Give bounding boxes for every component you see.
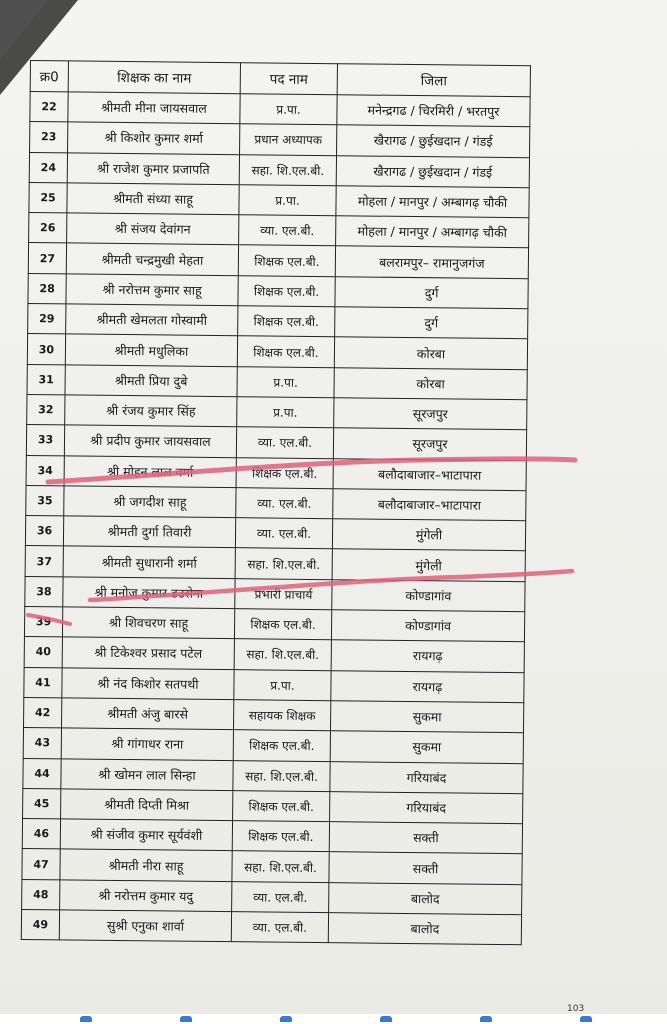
serial-cell: 42 xyxy=(24,697,62,728)
teacher-name-cell: श्रीमती दुर्गा तिवारी xyxy=(63,516,235,548)
serial-cell: 23 xyxy=(30,122,68,153)
serial-cell: 27 xyxy=(28,243,66,274)
header-post: पद नाम xyxy=(240,63,337,95)
district-cell: कोरबा xyxy=(334,367,527,399)
serial-cell: 24 xyxy=(29,152,67,183)
header-teacher-name: शिक्षक का नाम xyxy=(68,61,240,94)
serial-cell: 48 xyxy=(22,879,60,910)
post-cell: व्या. एल.बी. xyxy=(239,215,336,246)
serial-cell: 25 xyxy=(29,182,67,213)
serial-cell: 28 xyxy=(28,273,66,304)
post-cell: प्र.पा. xyxy=(239,185,336,216)
district-cell: गरियाबंद xyxy=(330,792,523,824)
district-cell: सूरजपुर xyxy=(333,428,526,460)
serial-cell: 33 xyxy=(26,425,64,456)
post-cell: प्रभारी प्राचार्य xyxy=(235,578,332,609)
post-cell: प्र.पा. xyxy=(240,94,337,125)
serial-cell: 46 xyxy=(22,819,60,850)
serial-cell: 29 xyxy=(28,304,66,335)
post-cell: प्र.पा. xyxy=(234,669,331,700)
post-cell: शिक्षक एल.बी. xyxy=(237,336,334,367)
district-cell: कोरबा xyxy=(334,337,527,369)
post-cell: सहा. शि.एल.बी. xyxy=(233,760,330,791)
post-cell: सहा. शि.एल.बी. xyxy=(235,548,332,579)
teacher-name-cell: श्रीमती मीना जायसवाल xyxy=(68,92,240,124)
teacher-name-cell: श्रीमती खेमलता गोस्वामी xyxy=(66,304,238,336)
serial-cell: 41 xyxy=(24,667,62,698)
serial-cell: 43 xyxy=(23,728,61,759)
teacher-name-cell: सुश्री एनुका शार्वा xyxy=(59,910,231,942)
serial-cell: 34 xyxy=(26,455,64,486)
serial-cell: 22 xyxy=(30,92,68,123)
post-cell: व्या. एल.बी. xyxy=(236,427,333,458)
serial-cell: 30 xyxy=(27,334,65,365)
district-cell: मोहला / मानपुर / अम्बागढ़ चौकी xyxy=(336,216,529,248)
teacher-name-cell: श्रीमती सुधारानी शर्मा xyxy=(63,546,235,578)
header-district: जिला xyxy=(337,64,530,97)
teacher-name-cell: श्री संजय देवांगन xyxy=(67,213,239,245)
teacher-name-cell: श्री खोमन लाल सिन्हा xyxy=(61,758,233,790)
bottom-strip xyxy=(0,1014,667,1024)
district-cell: गरियाबंद xyxy=(330,761,523,793)
teacher-name-cell: श्रीमती प्रिया दुबे xyxy=(65,365,237,397)
bottom-decor-mark xyxy=(380,1016,392,1022)
post-cell: सहा. शि.एल.बी. xyxy=(239,154,336,185)
district-cell: मनेन्द्रगढ / चिरमिरी / भरतपुर xyxy=(337,95,530,127)
teacher-name-cell: श्रीमती मधुलिका xyxy=(65,334,237,366)
district-cell: दुर्ग xyxy=(335,276,528,308)
bottom-decor-mark xyxy=(580,1016,592,1022)
district-cell: सक्ती xyxy=(329,852,522,884)
serial-cell: 38 xyxy=(25,576,63,607)
post-cell: प्र.पा. xyxy=(237,397,334,428)
post-cell: व्या. एल.बी. xyxy=(232,881,329,912)
teacher-name-cell: श्री टिकेश्वर प्रसाद पटेल xyxy=(62,637,234,669)
post-cell: शिक्षक एल.बी. xyxy=(233,790,330,821)
serial-cell: 49 xyxy=(21,909,59,940)
serial-cell: 44 xyxy=(23,758,61,789)
post-cell: प्रधान अध्यापक xyxy=(240,124,337,155)
district-cell: सूरजपुर xyxy=(334,398,527,430)
teacher-name-cell: श्रीमती दिप्ती मिश्रा xyxy=(61,789,233,821)
teacher-name-cell: श्रीमती अंजु बारसे xyxy=(62,698,234,730)
serial-cell: 36 xyxy=(25,516,63,547)
post-cell: शिक्षक एल.बी. xyxy=(233,730,330,761)
bottom-decor-mark xyxy=(180,1016,192,1022)
post-cell: शिक्षक एल.बी. xyxy=(238,275,335,306)
bottom-decor-mark xyxy=(280,1016,292,1022)
post-cell: प्र.पा. xyxy=(237,366,334,397)
district-cell: रायगढ़ xyxy=(331,670,524,702)
teacher-name-cell: श्रीमती नीरा साहू xyxy=(60,849,232,881)
serial-cell: 39 xyxy=(24,607,62,638)
post-cell: शिक्षक एल.बी. xyxy=(234,609,331,640)
bottom-decor-mark xyxy=(480,1016,492,1022)
district-cell: सुकमा xyxy=(330,701,523,733)
teacher-name-cell: श्री राजेश कुमार प्रजापति xyxy=(67,152,239,184)
district-cell: मुंगेली xyxy=(332,519,525,551)
teacher-name-cell: श्री गांगाधर राना xyxy=(61,728,233,760)
district-cell: मोहला / मानपुर / अम्बागढ़ चौकी xyxy=(336,186,529,218)
post-cell: व्या. एल.बी. xyxy=(236,488,333,519)
district-cell: बालोद xyxy=(328,913,521,945)
district-cell: कोण्डागांव xyxy=(331,610,524,642)
district-cell: दुर्ग xyxy=(335,307,528,339)
page-corner-shadow-inner xyxy=(0,0,48,60)
teacher-name-cell: श्रीमती संध्या साहू xyxy=(67,183,239,215)
teacher-name-cell: श्री प्रदीप कुमार जायसवाल xyxy=(64,425,236,457)
district-cell: सुकमा xyxy=(330,731,523,763)
teacher-name-cell: श्री संजीव कुमार सूर्यवंशी xyxy=(60,819,232,851)
teacher-name-cell: श्री रंजय कुमार सिंह xyxy=(65,395,237,427)
district-cell: खैरागढ / छुईखदान / गंडई xyxy=(336,155,529,187)
page-number: 103 xyxy=(567,1004,585,1014)
district-cell: कोण्डागांव xyxy=(332,579,525,611)
teacher-name-cell: श्री नरोत्तम कुमार साहू xyxy=(66,274,238,306)
post-cell: व्या. एल.बी. xyxy=(231,912,328,943)
post-cell: व्या. एल.बी. xyxy=(235,518,332,549)
district-cell: बालोद xyxy=(329,882,522,914)
post-cell: सहा. शि.एल.बी. xyxy=(234,639,331,670)
serial-cell: 35 xyxy=(26,485,64,516)
district-cell: सक्ती xyxy=(329,822,522,854)
teacher-name-cell: श्री जगदीश साहू xyxy=(64,486,236,518)
table-row xyxy=(21,909,521,945)
teacher-name-cell: श्रीमती चन्द्रमुखी मेहता xyxy=(66,243,238,275)
post-cell: शिक्षक एल.बी. xyxy=(236,457,333,488)
teacher-name-cell: श्री मनोज कुमार डउसेना xyxy=(63,577,235,609)
post-cell: सहायक शिक्षक xyxy=(233,700,330,731)
serial-cell: 47 xyxy=(22,849,60,880)
teacher-name-cell: श्री किशोर कुमार शर्मा xyxy=(68,122,240,154)
serial-cell: 32 xyxy=(27,394,65,425)
serial-cell: 40 xyxy=(24,637,62,668)
post-cell: शिक्षक एल.बी. xyxy=(232,821,329,852)
bottom-decor-mark xyxy=(80,1016,92,1022)
district-cell: मुंगेली xyxy=(332,549,525,581)
district-cell: खैरागढ / छुईखदान / गंडई xyxy=(337,125,530,157)
district-cell: बलौदाबाजार–भाटापारा xyxy=(333,489,526,521)
teacher-name-cell: श्री नंद किशोर सतपथी xyxy=(62,668,234,700)
district-cell: बलरामपुर– रामानुजगंज xyxy=(335,246,528,278)
teacher-name-cell: श्री मोहन लाल वर्मा xyxy=(64,455,236,487)
teacher-name-cell: श्री शिवचरण साहू xyxy=(62,607,234,639)
teacher-name-cell: श्री नरोत्तम कुमार यदु xyxy=(60,880,232,912)
serial-cell: 37 xyxy=(25,546,63,577)
teacher-list-table xyxy=(21,60,531,946)
post-cell: शिक्षक एल.बी. xyxy=(238,245,335,276)
header-serial: क्र0 xyxy=(30,61,68,92)
post-cell: शिक्षक एल.बी. xyxy=(238,306,335,337)
serial-cell: 31 xyxy=(27,364,65,395)
post-cell: सहा. शि.एल.बी. xyxy=(232,851,329,882)
serial-cell: 45 xyxy=(23,788,61,819)
district-cell: बलौदाबाजार–भाटापारा xyxy=(333,458,526,490)
district-cell: रायगढ़ xyxy=(331,640,524,672)
serial-cell: 26 xyxy=(29,213,67,244)
